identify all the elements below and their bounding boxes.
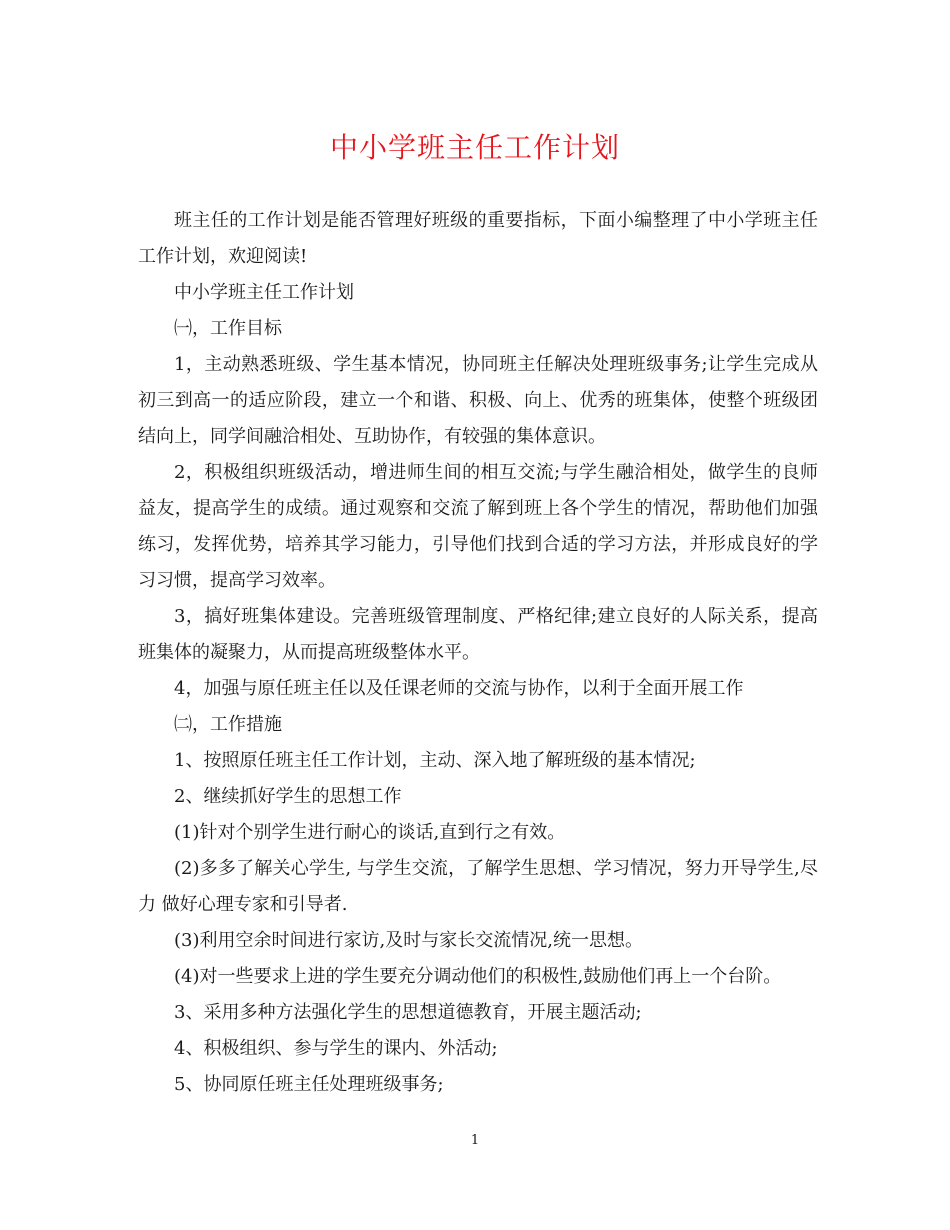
section-heading: 中小学班主任工作计划 [174,282,354,303]
measure-item-3: 3、采用多种方法强化学生的思想道德教育，开展主题活动; [174,1002,642,1023]
measure-item-1: 1、按照原任班主任工作计划，主动、深入地了解班级的基本情况; [174,750,696,771]
measure-subitem-4: (4)对一些要求上进的学生要充分调动他们的积极性,鼓励他们再上一个台阶。 [174,966,782,987]
goal-item-3: 3，搞好班集体建设。完善班级管理制度、严格纪律;建立良好的人际关系，提高班集体的凝聚力，从而提高班级整体水平。 [138,606,818,663]
goals-heading: ㈠，工作目标 [174,318,282,339]
measure-item-5: 5、协同原任班主任处理班级事务; [174,1074,444,1095]
measures-heading: ㈡，工作措施 [174,714,282,735]
measure-subitem-2: (2)多多了解关心学生, 与学生交流，了解学生思想、学习情况，努力开导学生,尽力 做好心理专家和引导者. [138,858,818,915]
measure-item-2: 2、继续抓好学生的思想工作 [174,786,402,807]
goal-item-4: 4，加强与原任班主任以及任课老师的交流与协作，以利于全面开展工作 [174,678,744,699]
document-body [138,203,818,1103]
intro-paragraph: 班主任的工作计划是能否管理好班级的重要指标，下面小编整理了中小学班主任工作计划，欢迎阅读! [138,210,818,267]
goal-item-1: 1，主动熟悉班级、学生基本情况，协同班主任解决处理班级事务;让学生完成从初三到高一的适应阶段，建立一个和谐、积极、向上、优秀的班集体，使整个班级团结向上，同学间融洽相处、互助协作，有较强的集体意识。 [138,354,818,447]
page-number: 1 [470,1133,480,1148]
document-title: 中小学班主任工作计划 [329,131,620,164]
goal-item-2: 2，积极组织班级活动，增进师生间的相互交流;与学生融洽相处，做学生的良师益友，提高学生的成绩。通过观察和交流了解到班上各个学生的情况，帮助他们加强练习，发挥优势，培养其学习能力，引导他们找到合适的学习方法，并形成良好的学习习惯，提高学习效率。 [138,462,818,591]
measure-item-4: 4、积极组织、参与学生的课内、外活动; [174,1038,498,1059]
measure-subitem-3: (3)利用空余时间进行家访,及时与家长交流情况,统一思想。 [174,930,643,951]
measure-subitem-1: (1)针对个别学生进行耐心的谈话,直到行之有效。 [174,822,566,843]
